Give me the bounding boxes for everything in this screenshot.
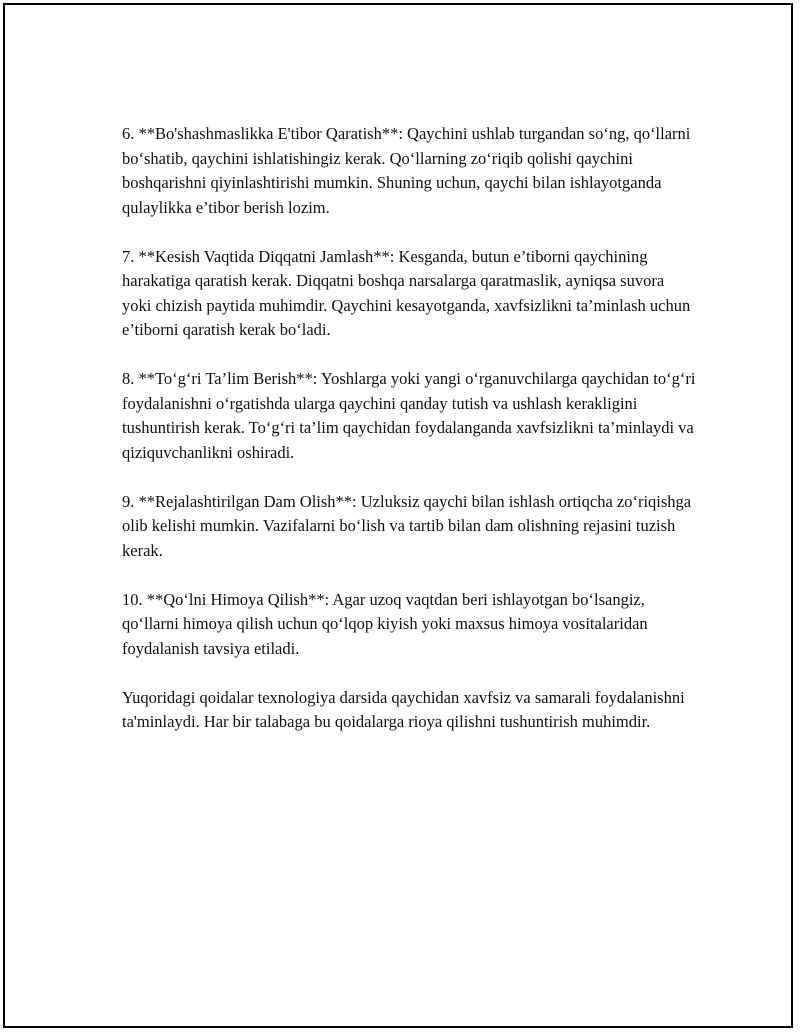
paragraph-conclusion: Yuqoridagi qoidalar texnologiya darsida qaychidan xavfsiz va samarali foydalanishni ta'minlaydi. Har bir talabaga bu qoidalarga rioya qilishni tushuntirish muhimdir.: [122, 687, 685, 731]
paragraph-hand-protection: 10. **Qo‘lni Himoya Qilish**: Agar uzoq vaqtdan beri ishlayotgan bo‘lsangiz, qo‘llarni himoya qilish uchun qo‘lqop kiyish yoki maxsus himoya vositalaridan foydalanish tavsiya etiladi.: [122, 589, 648, 658]
paragraph-rest: 9. **Rejalashtirilgan Dam Olish**: Uzluksiz qaychi bilan ishlash ortiqcha zo‘riqishga olib kelishi mumkin. Vazifalarni bo‘lish va tartib bilan dam olishning rejasini tuzish kerak.: [122, 491, 692, 560]
paragraph-focus: 7. **Kesish Vaqtida Diqqatni Jamlash**: Kesganda, butun e’tiborni qaychining harakatiga qaratish kerak. Diqqatni boshqa narsalarga qaratmaslik, ayniqsa suvora yoki chizish paytida muhimdir. Qaychini kesayotganda, xavfsizlikni ta’minlash uchun e’tiborni qaratish kerak bo‘ladi.: [122, 246, 691, 339]
page-frame: [3, 3, 793, 1028]
paragraph-training: 8. **To‘g‘ri Ta’lim Berish**: Yoshlarga yoki yangi o‘rganuvchilarga qaychidan to‘g‘ri foydalanishni o‘rgatishda ularga qaychini qanday tutish va ushlash kerakligini tushuntirish kerak. To‘g‘ri ta’lim qaychidan foydalanganda xavfsizlikni ta’minlaydi va qiziquvchanlikni oshiradi.: [122, 369, 696, 462]
paragraph-relaxation: 6. **Bo'shashmaslikka E'tibor Qaratish**: Qaychini ushlab turgandan so‘ng, qo‘llarni bo‘shatib, qaychini ishlatishingiz kerak. Qo‘llarning zo‘riqib qolishi qaychini boshqarishni qiyinlashtirishi mumkin. Shuning uchun, qaychi bilan ishlayotganda qulaylikka e’tibor berish lozim.: [122, 124, 691, 217]
document-body: [122, 122, 697, 759]
